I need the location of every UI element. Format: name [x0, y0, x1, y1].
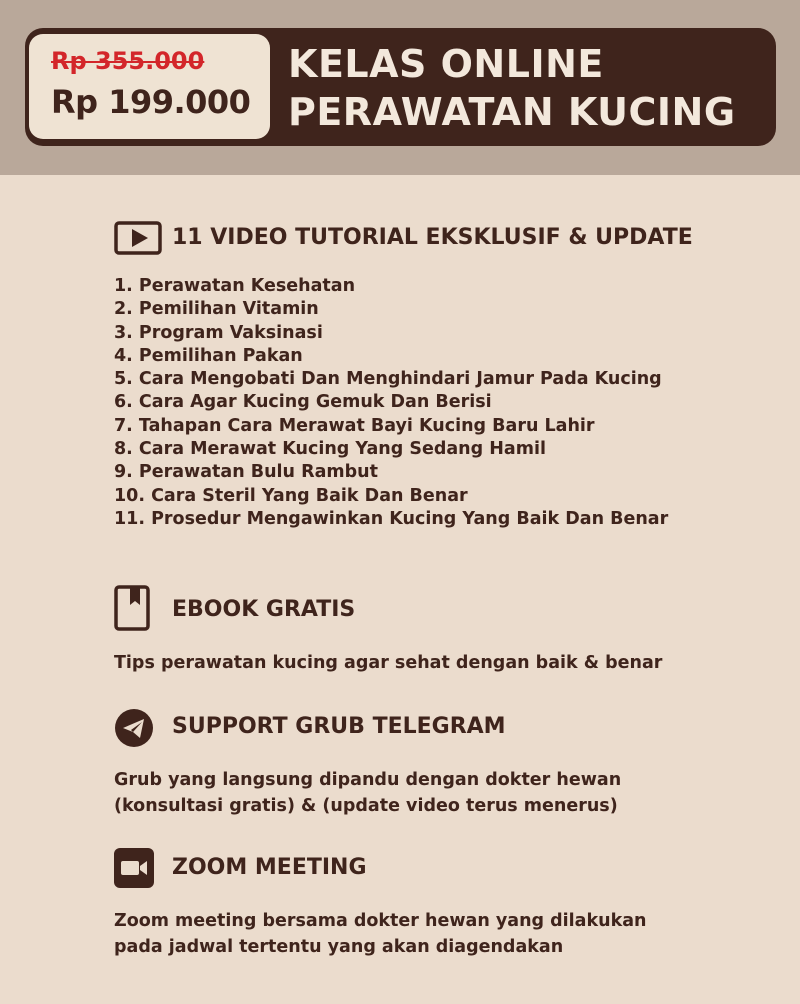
ebook-section-title: EBOOK GRATIS [172, 597, 356, 622]
telegram-icon [114, 708, 154, 748]
list-item: 5. Cara Mengobati Dan Menghindari Jamur Pada Kucing [114, 369, 662, 390]
list-item: 9. Perawatan Bulu Rambut [114, 462, 378, 483]
list-item: 1. Perawatan Kesehatan [114, 276, 356, 296]
book-icon [114, 585, 150, 631]
list-item: 7. Tahapan Cara Merawat Bayi Kucing Baru Lahir [114, 415, 595, 436]
old-price: Rp 355.000 [51, 47, 205, 75]
list-item: 11. Prosedur Mengawinkan Kucing Yang Baik Dan Benar [114, 508, 669, 529]
video-list [114, 275, 668, 531]
list-item: 8. Cara Merawat Kucing Yang Sedang Hamil [114, 439, 546, 460]
telegram-desc-line-2: (konsultasi gratis) & (update video terus menerus) [114, 796, 618, 816]
video-section-title: 11 VIDEO TUTORIAL EKSKLUSIF & UPDATE [172, 225, 693, 250]
zoom-description [114, 908, 647, 960]
telegram-section-title: SUPPORT GRUB TELEGRAM [172, 714, 506, 739]
zoom-desc-line-1: Zoom meeting bersama dokter hewan yang dilakukan [114, 911, 647, 931]
ebook-description: Tips perawatan kucing agar sehat dengan baik & benar [114, 653, 663, 673]
telegram-description [114, 767, 621, 819]
title-line-1: KELAS ONLINE [288, 42, 604, 86]
list-item: 6. Cara Agar Kucing Gemuk Dan Berisi [114, 392, 492, 413]
play-icon [114, 221, 162, 255]
new-price: Rp 199.000 [51, 83, 251, 121]
list-item: 3. Program Vaksinasi [114, 322, 323, 343]
title-line-2: PERAWATAN KUCING [288, 90, 736, 134]
page-title [288, 40, 736, 136]
list-item: 10. Cara Steril Yang Baik Dan Benar [114, 485, 468, 506]
list-item: 4. Pemilihan Pakan [114, 345, 303, 366]
video-camera-icon [114, 848, 154, 888]
zoom-section-title: ZOOM MEETING [172, 855, 367, 880]
zoom-desc-line-2: pada jadwal tertentu yang akan diagendakan [114, 937, 564, 957]
telegram-desc-line-1: Grub yang langsung dipandu dengan dokter hewan [114, 770, 622, 790]
list-item: 2. Pemilihan Vitamin [114, 299, 319, 320]
